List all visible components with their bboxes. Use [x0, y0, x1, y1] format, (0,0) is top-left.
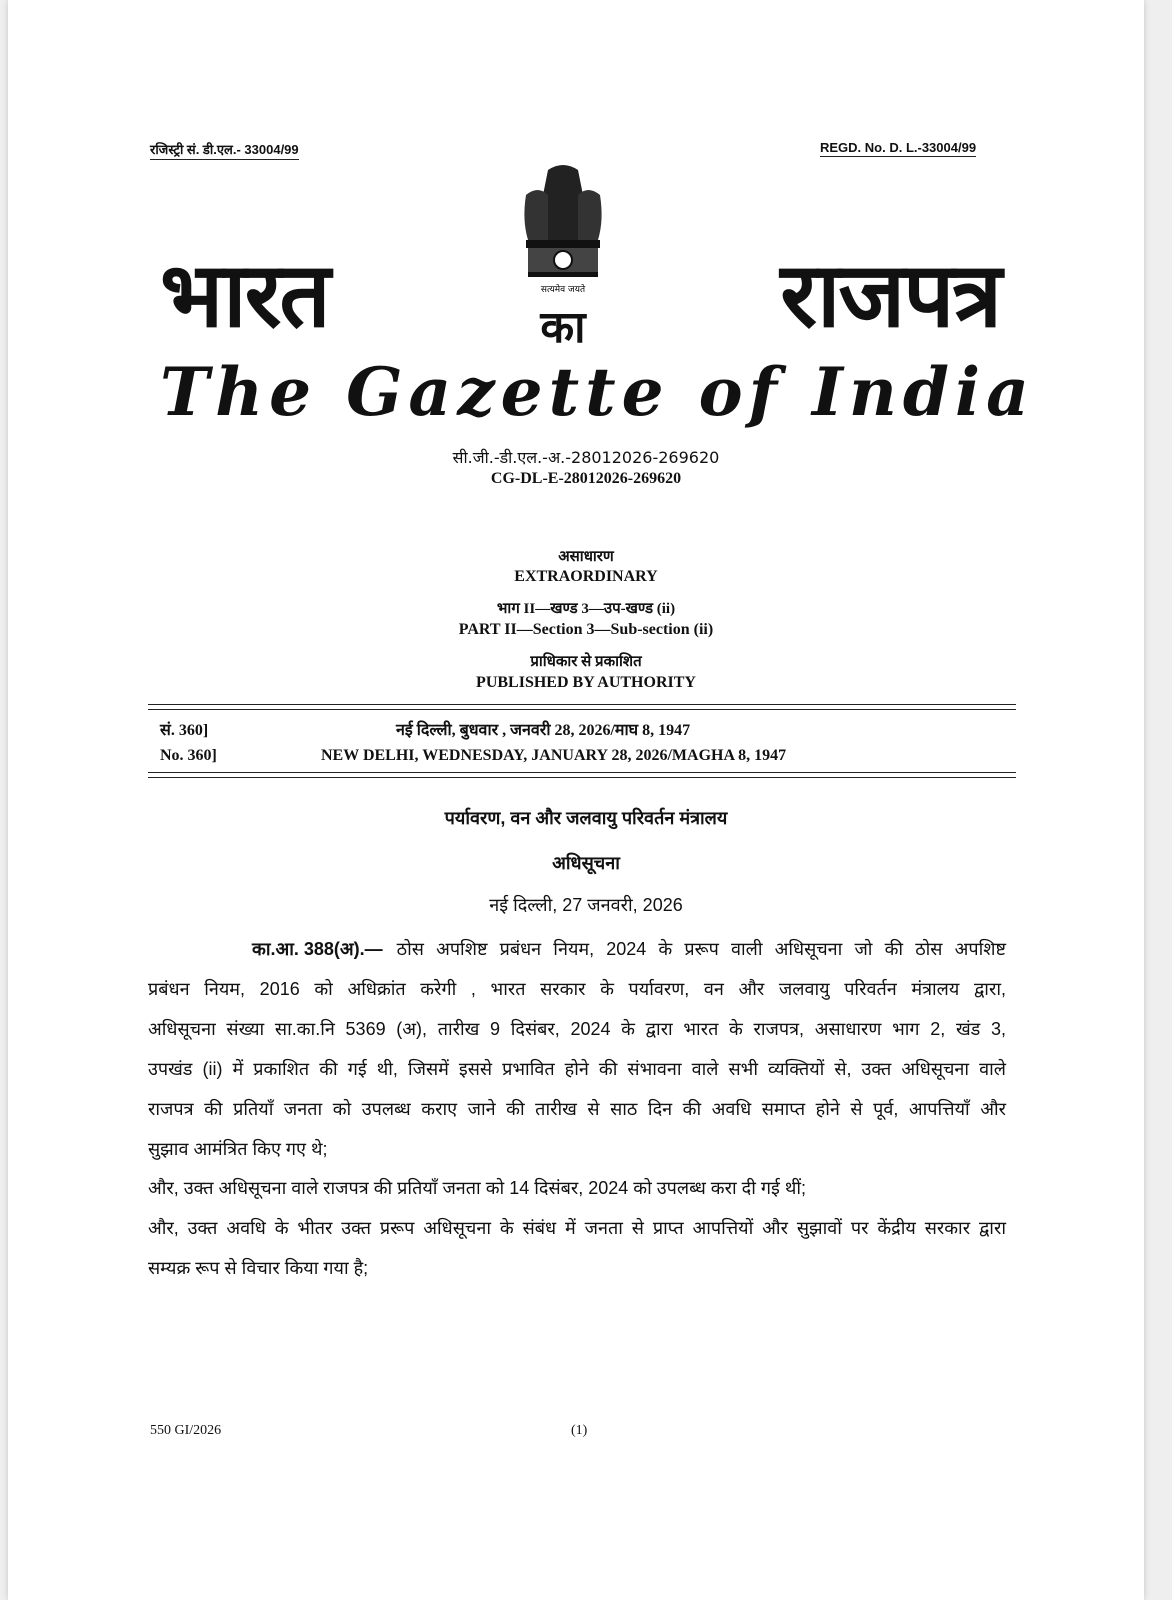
- issue-number-english: No. 360]: [160, 747, 217, 764]
- cg-code-hindi: सी.जी.-डी.एल.-अ.-28012026-269620: [452, 448, 720, 467]
- body-line: सम्यक्र रूप से विचार किया गया है;: [148, 1258, 369, 1278]
- body-line: राजपत्र की प्रतियाँ जनता को उपलब्ध कराए जाने की तारीख से साठ दिन की अवधि समाप्त होने से पूर्व, आपत्तियाँ और: [148, 1099, 1006, 1119]
- body-line: प्रबंधन नियम, 2016 को अधिक्रांत करेगी , भारत सरकार के पर्यावरण, वन और जलवायु परिवर्तन मंत्रालय द्वारा,: [148, 979, 1006, 999]
- issue-date-hindi: नई दिल्ली, बुधवार , जनवरी 28, 2026/माघ 8, 1947: [396, 722, 691, 739]
- masthead-english: The Gazette of India: [160, 353, 1035, 431]
- issue-date-english: NEW DELHI, WEDNESDAY, JANUARY 28, 2026/MAGHA 8, 1947: [321, 747, 787, 764]
- extraordinary-english: EXTRAORDINARY: [514, 568, 658, 585]
- issue-number-hindi: सं. 360]: [160, 722, 209, 739]
- body-line: और, उक्त अवधि के भीतर उक्त प्ररूप अधिसूचना के संबंध में जनता से प्राप्त आपत्तियों और सुझावों पर केंद्रीय सरकार द्वारा: [148, 1218, 1006, 1238]
- masthead-hindi-rajpatra: राजपत्र: [780, 243, 1000, 348]
- cg-code-english: CG-DL-E-28012026-269620: [490, 470, 682, 487]
- notification-reference: का.आ. 388(अ).—: [252, 939, 383, 959]
- authority-hindi: प्राधिकार से प्रकाशित: [530, 654, 642, 670]
- masthead-hindi-ka: का: [540, 302, 586, 353]
- divider-top: [148, 704, 1016, 710]
- ministry-name: पर्यावरण, वन और जलवायु परिवर्तन मंत्रालय: [444, 808, 728, 828]
- extraordinary-hindi: असाधारण: [558, 549, 614, 565]
- body-line: ठोस अपशिष्ट प्रबंधन नियम, 2024 के प्ररूप वाली अधिसूचना जो की ठोस अपशिष्ट: [396, 939, 1006, 959]
- footer-code: 550 GI/2026: [150, 1423, 222, 1438]
- body-line: उपखंड (ii) में प्रकाशित की गई थी, जिसमें इससे प्रभावित होने की संभावना वाले सभी व्यक्तियों से, उक्त अधिसूचना वाले: [148, 1059, 1006, 1079]
- page-number: (1): [571, 1423, 588, 1438]
- body-line: अधिसूचना संख्या सा.का.नि 5369 (अ), तारीख 9 दिसंबर, 2024 के द्वारा भारत के राजपत्र, असाधारण भाग 2, खंड 3,: [148, 1019, 1006, 1039]
- notification-place-date: नई दिल्ली, 27 जनवरी, 2026: [489, 895, 683, 915]
- regd-number-english: REGD. No. D. L.-33004/99: [820, 140, 977, 155]
- national-emblem-icon: [518, 160, 608, 302]
- notification-title: अधिसूचना: [552, 853, 620, 873]
- body-line: सुझाव आमंत्रित किए गए थे;: [148, 1139, 328, 1159]
- body-first-line: [252, 937, 1006, 961]
- body-line: और, उक्त अधिसूचना वाले राजपत्र की प्रतियाँ जनता को 14 दिसंबर, 2024 को उपलब्ध करा दी गई थीं;: [148, 1178, 807, 1198]
- part-hindi: भाग II—खण्ड 3—उप-खण्ड (ii): [496, 601, 676, 617]
- emblem-motto: सत्यमेव जयते: [540, 285, 586, 295]
- masthead-hindi-bharat: भारत: [160, 243, 329, 348]
- divider-bottom: [148, 772, 1016, 778]
- regd-number-hindi: रजिस्ट्री सं. डी.एल.- 33004/99: [150, 140, 299, 160]
- part-english: PART II—Section 3—Sub-section (ii): [458, 621, 714, 638]
- authority-english: PUBLISHED BY AUTHORITY: [476, 674, 696, 691]
